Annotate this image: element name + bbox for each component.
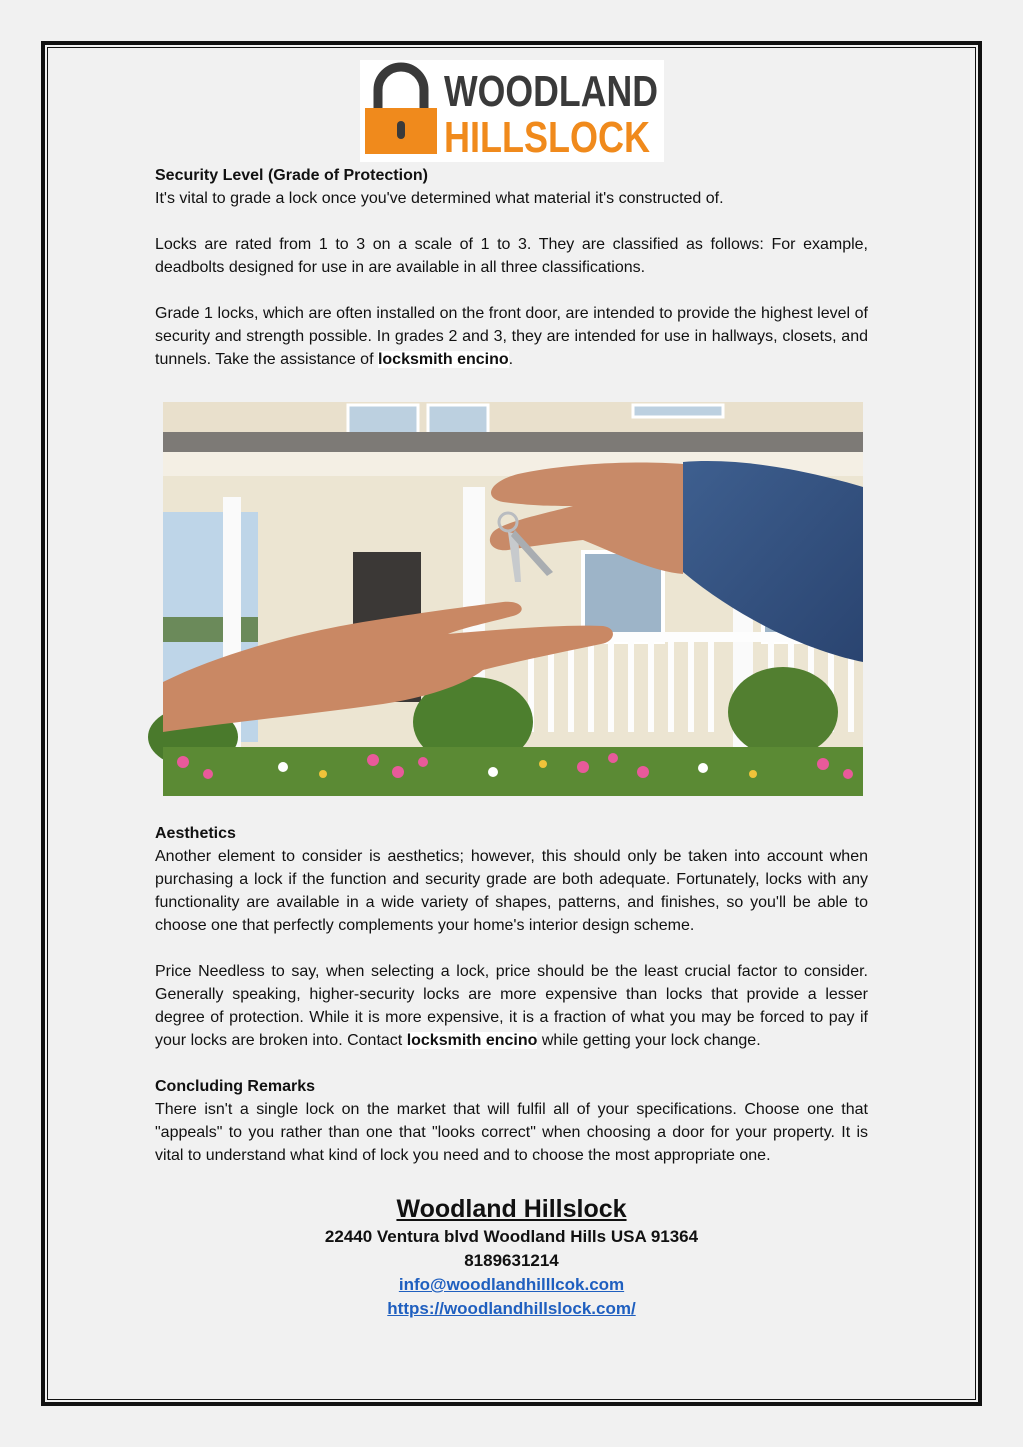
paragraph-grade-intro: It's vital to grade a lock once you've determined what material it's constructed of. [155,190,724,207]
section-title-security-level: Security Level (Grade of Protection) [155,167,428,184]
logo-word-hillslock: HILLSLOCK [443,113,650,162]
woodland-hillslock-logo [360,60,664,162]
paragraph-concluding: There isn't a single lock on the market that will fulfil all of your specifications. Choose one that "appeals" to you rather than one that "looks correct" when choosing a door for your property. It is vital to understand what kind of lock you need and to choose the most appropriate one. [155,1101,868,1164]
website-link[interactable]: https://woodlandhillslock.com/ [387,1299,636,1318]
house-keys-handover-photo [163,402,863,796]
company-phone: 8189631214 [464,1251,559,1270]
company-address: 22440 Ventura blvd Woodland Hills USA 91364 [324,1227,699,1246]
paragraph-price [155,960,868,1052]
contact-footer [155,1193,868,1321]
locksmith-encino-link-2[interactable]: locksmith encino [406,1032,538,1049]
paragraph-grade-levels-text: Grade 1 locks, which are often installed on the front door, are intended to provide the highest level of security and strength possible. In grades 2 and 3, they are intended for use in hallways, closets, and tunnels. Take the assistance of [155,305,868,368]
email-link[interactable]: info@woodlandhilllcok.com [398,1275,625,1294]
paragraph-rating-scale: Locks are rated from 1 to 3 on a scale of 1 to 3. They are classified as follows: For example, deadbolts designed for use in are available in all three classifications. [155,236,868,276]
paragraph-price-text: Price Needless to say, when selecting a lock, price should be the least crucial factor to consider. Generally speaking, higher-security locks are more expensive than locks that provide a lesser degree of protection. While it is more expensive, it is a fraction of what you may be forced to pay if your locks are broken into. Contact [155,963,868,1049]
logo-word-woodland: WOODLAND [443,67,658,116]
paragraph-end-punctuation: . [508,351,514,368]
locksmith-encino-link[interactable]: locksmith encino [377,351,509,368]
document-body [155,60,868,1321]
section-title-aesthetics: Aesthetics [155,825,236,842]
paragraph-grade-levels [155,302,868,371]
section-title-concluding-remarks: Concluding Remarks [155,1078,316,1095]
paragraph-aesthetics: Another element to consider is aesthetics; however, this should only be taken into account when purchasing a lock if the function and security grade are both adequate. Fortunately, locks with any functionality are available in a wide variety of shapes, patterns, and finishes, so you'll be able to choose one that perfectly complements your home's interior design scheme. [155,848,868,934]
company-name: Woodland Hillslock [396,1195,627,1223]
paragraph-price-end: while getting your lock change. [537,1032,761,1049]
